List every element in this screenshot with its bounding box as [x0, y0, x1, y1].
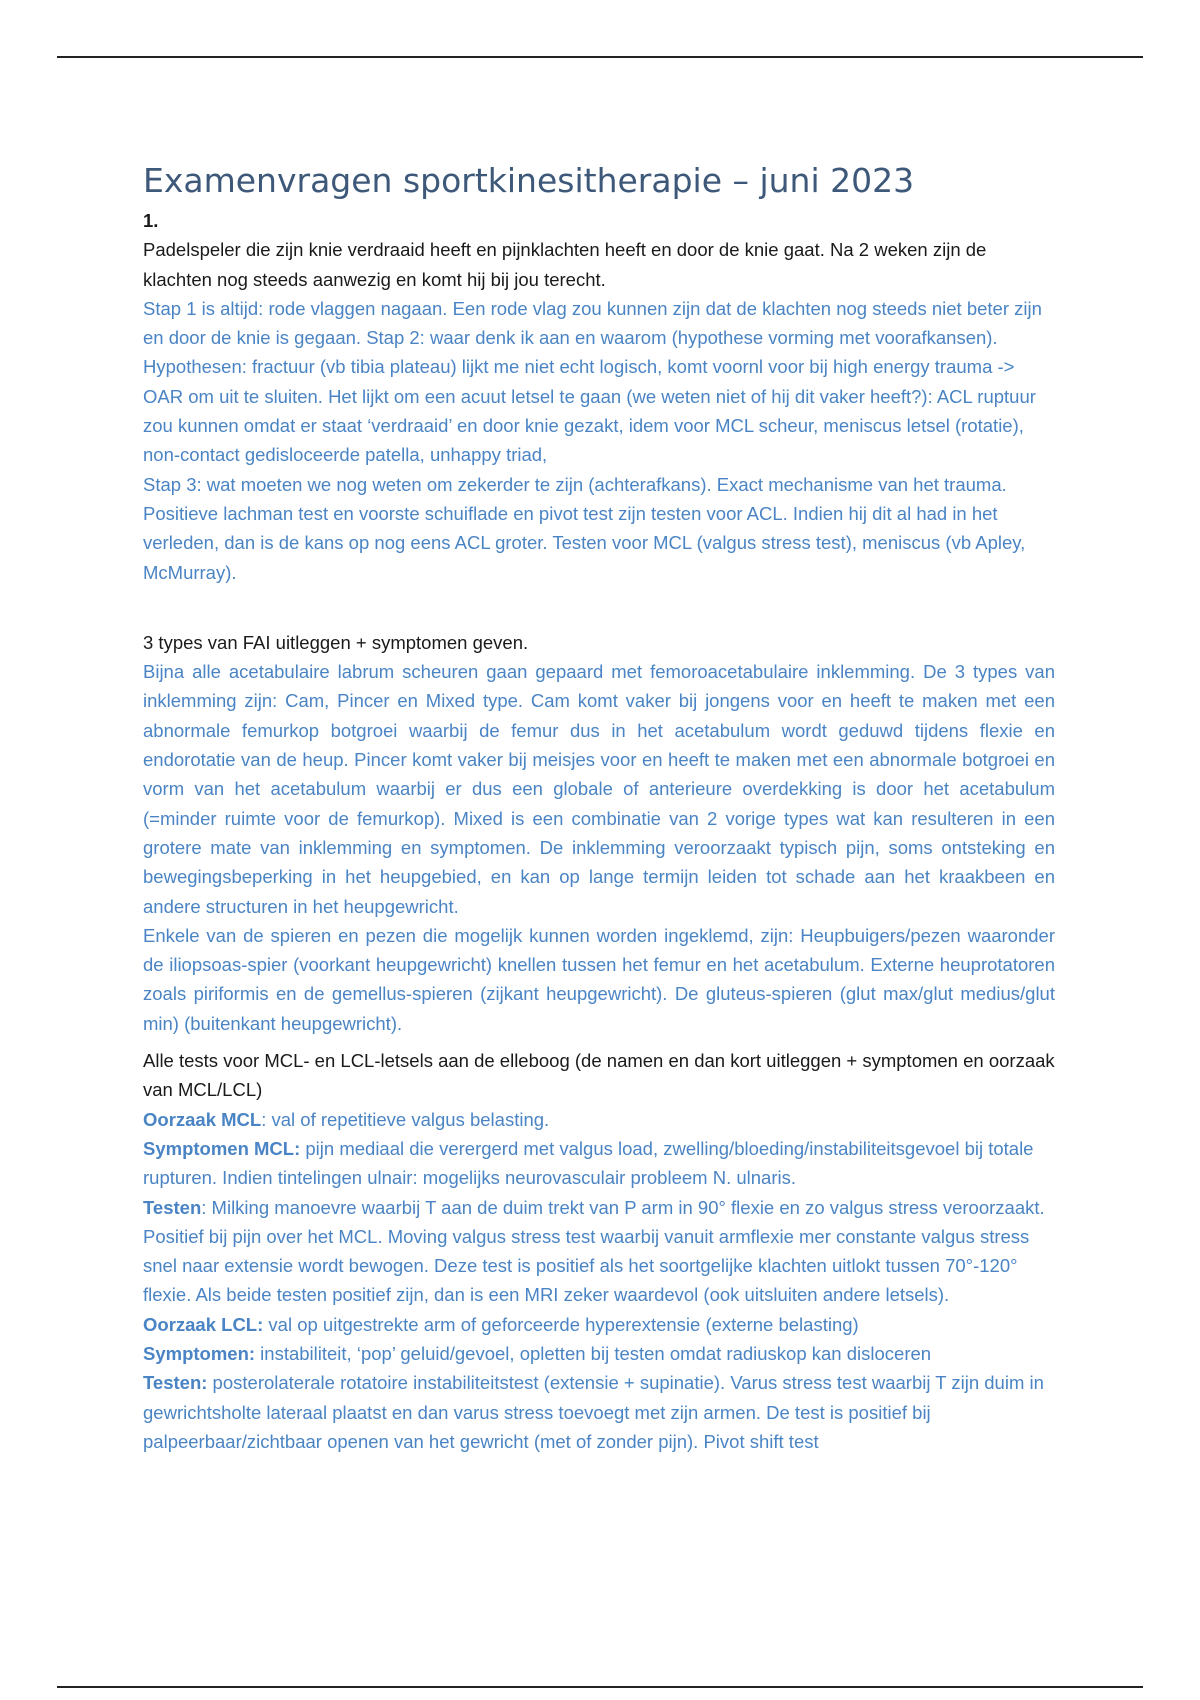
- header-rule: [57, 56, 1143, 58]
- question-text: Alle tests voor MCL- en LCL-letsels aan de elleboog (de namen en dan kort uitleggen + symptomen en oorzaak van MCL/LCL): [143, 1050, 1055, 1101]
- question-2: [143, 628, 1055, 1038]
- answer-testen-mcl: Testen: Milking manoevre waarbij T aan de duim trekt van P arm in 90° flexie en zo valgus stress veroorzaakt. Positief bij pijn over het MCL. Moving valgus stress test waarbij vanuit armflexie mer constante valgus stress snel naar extensie wordt bewogen. Deze test is positief als het soortgelijke klachten uitlokt tussen 70°-120° flexie. Als beide testen positief zijn, dan is een MRI zeker waardevol (ook uitsluiten andere letsels).: [143, 1196, 1045, 1306]
- question-text: 3 types van FAI uitleggen + symptomen geven.: [143, 631, 529, 653]
- document-body: [143, 160, 1055, 1456]
- answer-paragraph: Bijna alle acetabulaire labrum scheuren gaan gepaard met femoroacetabulaire inklemming. De 3 types van inklemming zijn: Cam, Pincer en Mixed type. Cam komt vaker bij jongens voor en heeft te maken met een abnormale femurkop botgroei waarbij de femur dus in het acetabulum wordt geduwd tijdens flexie en endorotatie van de heup. Pincer komt vaker bij meisjes voor en heeft te maken met een abnormale botgroei en vorm van het acetabulum waarbij er dus een globale of anterieure overdekking is door het acetabulum (=minder ruimte voor de femurkop). Mixed is een combinatie van 2 vorige types wat kan resulteren in een grotere mate van inklemming en symptomen. De inklemming veroorzaakt typisch pijn, soms ontsteking en bewegingsbeperking in het heupgebied, en kan op lange termijn leiden tot schade aan het kraakbeen en andere structuren in het heupgewricht.: [143, 661, 1055, 917]
- answer-oorzaak-mcl: Oorzaak MCL: val of repetitieve valgus belasting.: [143, 1108, 550, 1130]
- answer-symptomen-mcl: Symptomen MCL: pijn mediaal die verergerd met valgus load, zwelling/bloeding/instabiliteitsgevoel bij totale rupturen. Indien tintelingen ulnair: mogelijks neurovasculair probleem N. ulnaris.: [143, 1137, 1034, 1189]
- answer-paragraph: Stap 1 is altijd: rode vlaggen nagaan. Een rode vlag zou kunnen zijn dat de klachten nog steeds niet beter zijn en door de knie is gegaan. Stap 2: waar denk ik aan en waarom (hypothese vorming met voorafkansen). Hypothesen: fractuur (vb tibia plateau) lijkt me niet echt logisch, komt voornl voor bij high energy trauma -> OAR om uit te sluiten. Het lijkt om een acuut letsel te gaan (we weten niet of hij dit vaker heeft?): ACL ruptuur zou kunnen omdat er staat ‘verdraaid’ en door knie gezakt, idem voor MCL scheur, meniscus letsel (rotatie), non-contact gedisloceerde patella, unhappy triad,: [143, 297, 1042, 466]
- answer-symptomen-lcl: Symptomen: instabiliteit, ‘pop’ geluid/gevoel, opletten bij testen omdat radiuskop kan disloceren: [143, 1342, 932, 1364]
- answer-paragraph: Stap 3: wat moeten we nog weten om zekerder te zijn (achterafkans). Exact mechanisme van het trauma. Positieve lachman test en voorste schuiflade en pivot test zijn testen voor ACL. Indien hij dit al had in het verleden, dan is de kans op nog eens ACL groter. Testen voor MCL (valgus stress test), meniscus (vb Apley, McMurray).: [143, 473, 1026, 583]
- page-title: Examenvragen sportkinesitherapie – juni 2023: [143, 161, 915, 200]
- question-number: 1.: [143, 210, 159, 231]
- answer-oorzaak-lcl: Oorzaak LCL: val op uitgestrekte arm of geforceerde hyperextensie (externe belasting): [143, 1313, 859, 1335]
- question-text: Padelspeler die zijn knie verdraaid heeft en pijnklachten heeft en door de knie gaat. Na 2 weken zijn de klachten nog steeds aanwezig en komt hij bij jou terecht.: [143, 239, 987, 290]
- answer-paragraph: Enkele van de spieren en pezen die mogelijk kunnen worden ingeklemd, zijn: Heupbuigers/pezen waaronder de iliopsoas-spier (voorkant heupgewricht) knellen tussen het femur en het acetabulum. Externe heuprotatoren zoals piriformis en de gemellus-spieren (zijkant heupgewricht). De gluteus-spieren (glut max/glut medius/glut min) (buitenkant heupgewricht).: [143, 924, 1055, 1034]
- answer-testen-lcl: Testen: posterolaterale rotatoire instabiliteitstest (extensie + supinatie). Varus stress test waarbij T zijn duim in gewrichtsholte lateraal plaatst en dan varus stress toevoegt met zijn armen. De test is positief bij palpeerbaar/zichtbaar openen van het gewricht (met of zonder pijn). Pivot shift test: [143, 1372, 1044, 1452]
- footer-rule: [57, 1686, 1143, 1688]
- question-3: [143, 1046, 1055, 1456]
- question-1: [143, 206, 1055, 587]
